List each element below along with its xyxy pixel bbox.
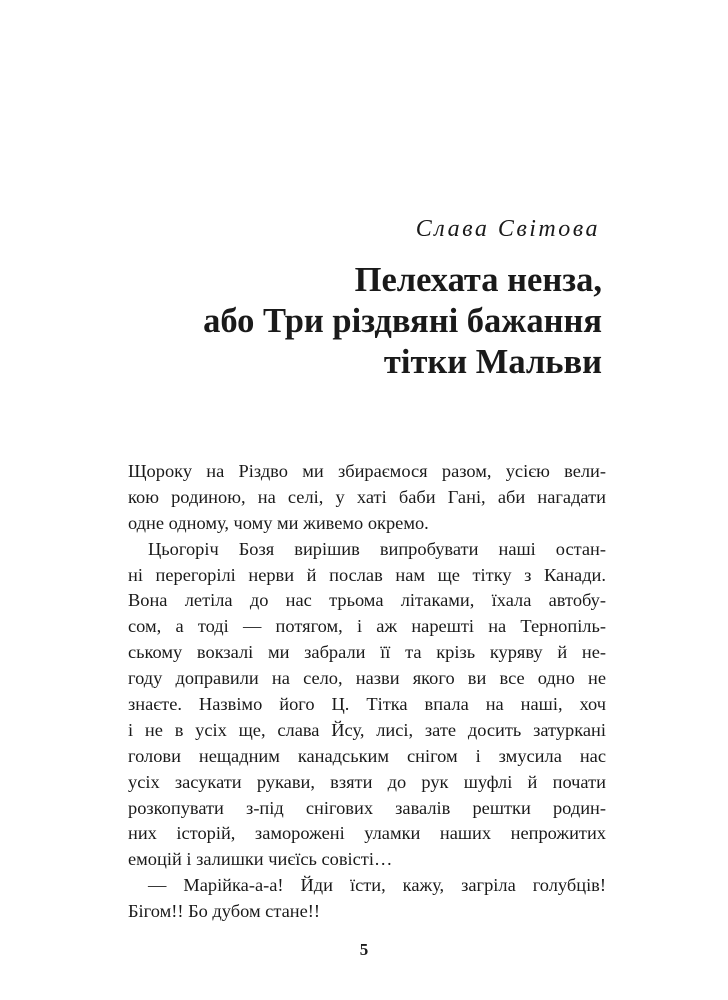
text-line: Цьогоріч Бозя вирішив випробувати наші остан- [148, 538, 606, 559]
body-text [128, 459, 606, 925]
text-line: емоцій і залишки чиєїсь совісті… [128, 849, 393, 870]
text-line: ні перегорілі нерви й послав нам ще тітку з Канади. [128, 564, 606, 585]
text-line: сом, а тоді — потягом, і аж нарешті на Тернопіль- [128, 616, 606, 637]
author-name: Слава Світова [415, 216, 600, 242]
text-line: них історій, заморожені уламки наших непрожитих [128, 823, 606, 844]
text-line: голови нещадним канадським снігом і змусила нас [128, 745, 606, 766]
title-line: тітки Мальви [383, 343, 602, 381]
story-title [203, 260, 602, 383]
text-line: Щороку на Різдво ми збираємося разом, усією вели- [128, 461, 606, 481]
text-line: знаєте. Назвімо його Ц. Тітка впала на наші, хоч [128, 694, 606, 715]
text-line: ському вокзалі ми забрали її та крізь куряву й не- [128, 642, 606, 663]
text-line: кою родиною, на селі, у хаті баби Гані, аби нагадати [128, 486, 606, 507]
text-line: — Марійка-а-а! Йди їсти, кажу, загріла голубців! [148, 875, 606, 896]
title-line: Пелехата ненза, [354, 261, 602, 299]
text-line: і не в усіх ще, слава Йсу, лисі, зате досить затуркані [128, 719, 606, 740]
text-line: Вона летіла до нас трьома літаками, їхала автобу- [128, 590, 606, 611]
text-line: Бігом!! Бо дубом стане!! [128, 901, 321, 922]
text-line: одне одному, чому ми живемо окремо. [128, 512, 429, 533]
text-line: усіх засукати рукави, взяти до рук шуфлі й почати [128, 771, 606, 792]
text-line: году доправили на село, назви якого ви все одно не [128, 668, 606, 689]
title-line: або Три різдвяні бажання [203, 302, 602, 340]
page-number: 5 [359, 940, 369, 959]
text-line: розкопувати з-під снігових завалів рештки родин- [128, 797, 606, 818]
